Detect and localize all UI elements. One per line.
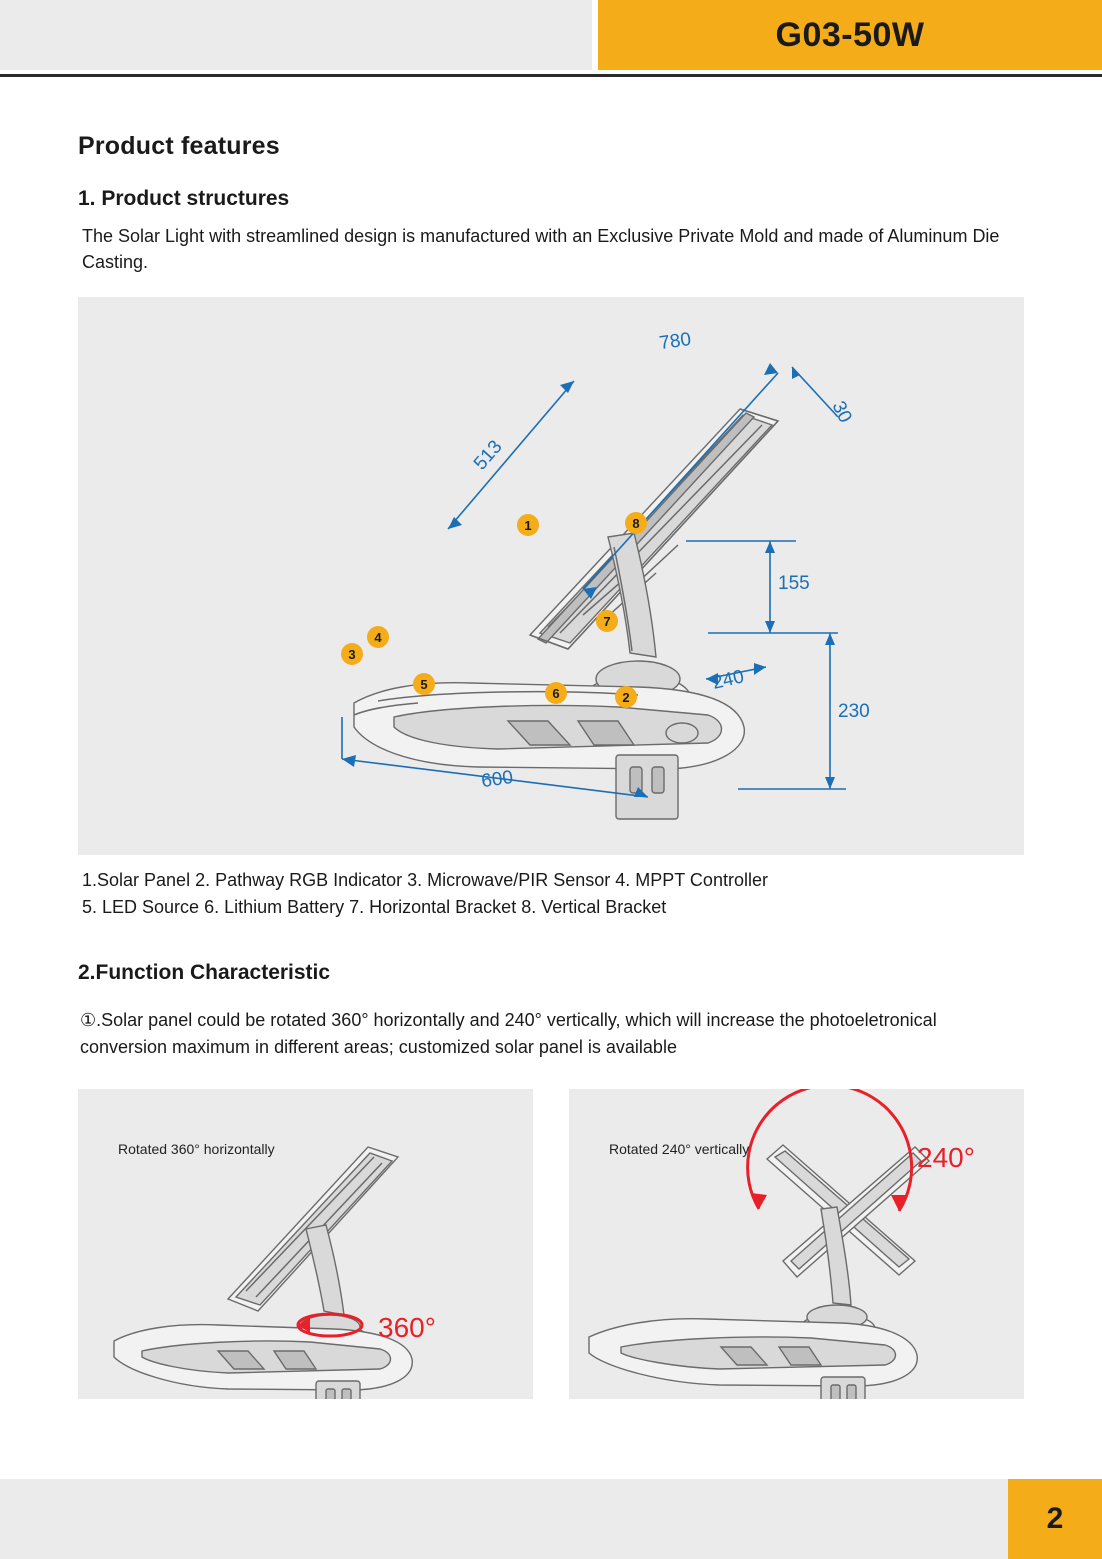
callout-6-label: 6	[552, 686, 560, 702]
product-structure-figure	[78, 297, 1024, 855]
callout-7-label: 7	[603, 614, 611, 630]
dimension-513	[448, 381, 574, 529]
callout-5	[413, 673, 435, 695]
page-footer	[0, 1479, 1102, 1559]
dimension-155	[686, 541, 838, 633]
legend-line-1: 1.Solar Panel 2. Pathway RGB Indicator 3. Microwave/PIR Sensor 4. MPPT Controller	[82, 870, 768, 891]
subsection-2-text: ①.Solar panel could be rotated 360° horizontally and 240° vertically, which will increase the photoeletronical conversion maximum in different areas; customized solar panel is available	[80, 1010, 937, 1058]
page-content	[78, 132, 1024, 1399]
subsection-2-title: 2.Function Characteristic	[78, 961, 331, 985]
rotation-horizontal-caption: Rotated 360° horizontally	[118, 1141, 275, 1158]
callout-8	[625, 512, 647, 534]
dimension-155-label: 155	[778, 573, 810, 595]
dimension-600-label: 600	[480, 767, 515, 793]
subsection-1-text: The Solar Light with streamlined design is manufactured with an Exclusive Private Mold and made of Aluminum Die Casting.	[82, 226, 1000, 273]
subsection-1-title: 1. Product structures	[78, 187, 290, 210]
callout-4-label: 4	[374, 630, 382, 646]
dimension-30	[792, 367, 856, 426]
callout-3-label: 3	[348, 647, 356, 663]
legend-line-2: 5. LED Source 6. Lithium Battery 7. Horizontal Bracket 8. Vertical Bracket	[82, 897, 667, 918]
rotation-vertical-figure	[569, 1089, 1024, 1399]
dimension-240	[706, 663, 766, 694]
page-header	[0, 0, 1102, 80]
page-title: G03-50W	[775, 15, 925, 54]
rotation-horizontal-figure	[78, 1089, 533, 1399]
rotation-figures-row	[78, 1089, 1024, 1399]
callout-2	[615, 686, 637, 708]
callout-1	[517, 514, 539, 536]
callout-7	[596, 610, 618, 632]
header-model-banner	[598, 0, 1102, 70]
dimension-230-label: 230	[838, 701, 870, 723]
solar-panel-graphic	[530, 409, 778, 649]
dimension-230	[738, 633, 870, 789]
page-number: 2	[1008, 1479, 1102, 1559]
callout-1-label: 1	[524, 518, 532, 534]
header-left-band	[0, 0, 592, 70]
rotation-vertical-caption: Rotated 240° vertically	[609, 1141, 750, 1158]
callout-5-label: 5	[420, 677, 428, 693]
rotation-horizontal-angle: 360°	[378, 1312, 436, 1344]
callout-4	[367, 626, 389, 648]
callout-3	[341, 643, 363, 665]
figure-legend	[78, 867, 1024, 921]
dimension-30-label: 30	[827, 398, 856, 427]
dimension-513-label: 513	[469, 436, 507, 475]
pole-mount-graphic	[616, 755, 678, 819]
dimension-780-label: 780	[658, 329, 693, 355]
rotation-vertical-angle: 240°	[917, 1142, 975, 1174]
callout-6	[545, 682, 567, 704]
dimension-240-label: 240	[710, 666, 747, 695]
header-divider	[0, 74, 1102, 77]
section-title: Product features	[78, 132, 280, 160]
callout-8-label: 8	[632, 516, 640, 532]
callout-2-label: 2	[622, 690, 630, 706]
